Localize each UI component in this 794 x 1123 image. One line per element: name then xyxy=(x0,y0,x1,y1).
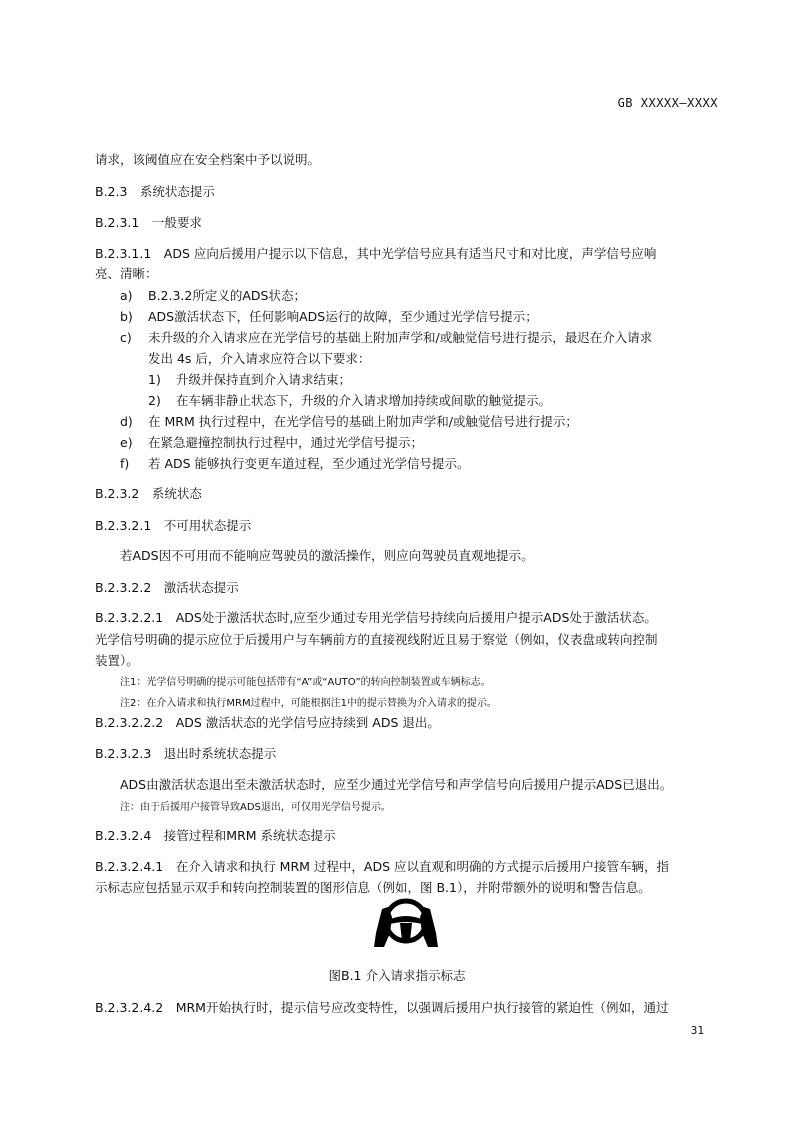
list-item-label: c) xyxy=(120,330,132,345)
paragraph-b2311-line1: B.2.3.1.1 ADS 应向后援用户提示以下信息，其中光学信号应具有适当尺寸和对比度，声学信号应响 xyxy=(95,246,657,261)
sub-list-item-label: 2) xyxy=(148,393,161,408)
page-number: 31 xyxy=(690,1024,704,1037)
list-item xyxy=(120,306,652,327)
paragraph-b23221-line3: 装置）。 xyxy=(95,653,139,668)
list-item-label: e) xyxy=(120,435,133,450)
list-item-text: B.2.3.2所定义的ADS状态； xyxy=(148,288,306,303)
list-item-label: f) xyxy=(120,456,130,471)
section-heading-b232: B.2.3.2 系统状态 xyxy=(95,486,202,501)
list-item xyxy=(120,432,652,453)
list-item xyxy=(120,453,652,474)
section-heading-b2324: B.2.3.2.4 接管过程和MRM 系统状态提示 xyxy=(95,828,336,843)
section-heading-b2322: B.2.3.2.2 激活状态提示 xyxy=(95,580,239,595)
list-item-label: b) xyxy=(120,309,133,324)
paragraph-b2323: ADS由激活状态退出至未激活状态时，应至少通过光学信号和声学信号向后援用户提示ADS已退出。 xyxy=(120,777,673,792)
list-item xyxy=(120,327,652,348)
paragraph-b2321: 若ADS因不可用而不能响应驾驶员的激活操作，则应向驾驶员直观地提示。 xyxy=(120,548,534,563)
section-heading-b231: B.2.3.1 一般要求 xyxy=(95,215,202,230)
paragraph-b23221-line2: 光学信号明确的提示应位于后援用户与车辆前方的直接视线附近且易于察觉（例如，仪表盘或转向控制 xyxy=(95,632,658,647)
sub-list-item-text: 升级并保持直到介入请求结束； xyxy=(176,372,352,387)
document-id-header: GB XXXXX—XXXX xyxy=(617,96,718,110)
list-item-label: a) xyxy=(120,288,133,303)
paragraph-continuation: 请求，该阈值应在安全档案中予以说明。 xyxy=(95,152,321,167)
figure-caption: 图B.1 介入请求指示标志 xyxy=(328,968,466,983)
list-item-text: 在 MRM 执行过程中，在光学信号的基础上附加声学和/或触觉信号进行提示； xyxy=(148,414,578,429)
list-item-text: 在紧急避撞控制执行过程中，通过光学信号提示； xyxy=(148,435,424,450)
section-heading-b2321: B.2.3.2.1 不可用状态提示 xyxy=(95,518,252,533)
section-heading-b23: B.2.3 系统状态提示 xyxy=(95,184,215,199)
note-3: 注：由于后援用户接管导致ADS退出，可仅用光学信号提示。 xyxy=(120,802,391,813)
note-2: 注2：在介入请求和执行MRM过程中，可能根据注1中的提示替换为介入请求的提示。 xyxy=(120,698,497,709)
sub-list-item-label: 1) xyxy=(148,372,161,387)
list-item-label xyxy=(120,348,148,369)
paragraph-b23221-line1: B.2.3.2.2.1 ADS处于激活状态时,应至少通过专用光学信号持续向后援用户提示ADS处于激活状态。 xyxy=(95,610,657,625)
paragraph-b23241-line2: 示标志应包括显示双手和转向控制装置的图形信息（例如，图 B.1），并附带额外的说明和警告信息。 xyxy=(95,880,651,895)
sub-list-item xyxy=(120,369,652,390)
list-item-text: 发出 4s 后，介入请求应符合以下要求： xyxy=(148,351,371,366)
paragraph-b2311-line2: 亮、清晰： xyxy=(95,266,158,281)
list-item-text: 未升级的介入请求应在光学信号的基础上附加声学和/或触觉信号进行提示，最迟在介入请求 xyxy=(148,330,653,345)
list-item xyxy=(120,411,652,432)
list-item-text: ADS激活状态下，任何影响ADS运行的故障，至少通过光学信号提示； xyxy=(148,309,538,324)
sub-list-item xyxy=(120,390,652,411)
takeover-request-indicator-icon xyxy=(370,895,442,951)
requirements-list xyxy=(120,285,652,474)
list-item-label: d) xyxy=(120,414,133,429)
sub-list-item-text: 在车辆非静止状态下，升级的介入请求增加持续或间歇的触觉提示。 xyxy=(176,393,552,408)
list-item-text: 若 ADS 能够执行变更车道过程，至少通过光学信号提示。 xyxy=(148,456,470,471)
list-item-continuation xyxy=(120,348,652,369)
list-item xyxy=(120,285,652,306)
paragraph-b23222: B.2.3.2.2.2 ADS 激活状态的光学信号应持续到 ADS 退出。 xyxy=(95,715,440,730)
paragraph-b23241-line1: B.2.3.2.4.1 在介入请求和执行 MRM 过程中，ADS 应以直观和明确的方式提示后援用户接管车辆，指 xyxy=(95,859,669,874)
note-1: 注1：光学信号明确的提示可能包括带有“A”或“AUTO”的转向控制装置或车辆标志。 xyxy=(120,677,491,688)
section-heading-b2323: B.2.3.2.3 退出时系统状态提示 xyxy=(95,746,277,761)
paragraph-b23242: B.2.3.2.4.2 MRM开始执行时，提示信号应改变特性，以强调后援用户执行接管的紧迫性（例如，通过 xyxy=(95,1000,669,1015)
